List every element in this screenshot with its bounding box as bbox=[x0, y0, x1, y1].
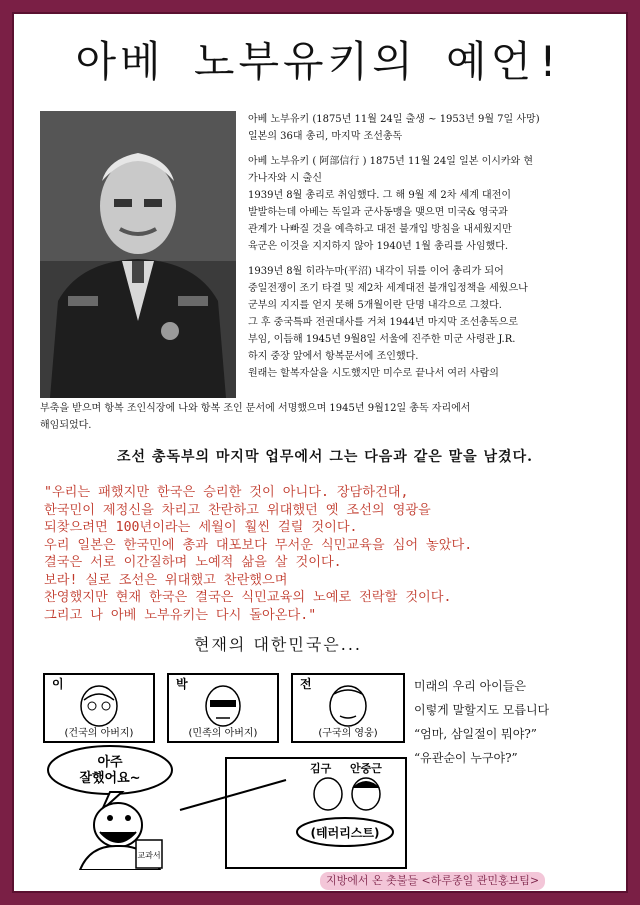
bio-paragraph-3: 1939년 8월 히라누마(平沼) 내각이 뒤를 이어 총리가 되어 중일전쟁이 조기 타결 및 제2차 세계대전 불개입정책을 세웠으나 군부의 지지를 얻지 못해 5개월이란 단명 내각으로 그쳤다. 그 후 중국특파 전권대사를 거쳐 1944년 마지막 조선총독으로 부임, 이듬해 1945년 9월8일 서울에 진주한 미군 사령관 J.R. 하지 중장 앞에서 항복문서에 조인했다. 원래는 할복자살을 시도했지만 미수로 끝나서 여러 사람의 bbox=[248, 266, 528, 379]
page-title: 아베 노부유키의 예언! bbox=[75, 37, 565, 86]
bio-paragraph-1: 아베 노부유키 (1875년 11월 24일 출생 ~ 1953년 9월 7일 사망) 일본의 36대 총리, 마지막 조선총독 bbox=[248, 114, 540, 142]
portrait-frame-1 bbox=[44, 674, 154, 742]
svg-text:잘했어요~: 잘했어요~ bbox=[79, 771, 141, 786]
section-subheading: 조선 총독부의 마지막 업무에서 그는 다음과 같은 말을 남겼다. bbox=[117, 449, 533, 465]
prophecy-quote: "우리는 패했지만 한국은 승리한 것이 아니다. 장담하건대, 한국민이 제정신을 차리고 찬란하고 위대했던 옛 조선의 영광을 되찾으려면 100년이라는 세월이 훨씬 걸릴 것이다. 우리 일본은 한국민에 총과 대포보다 무서운 식민교육을 심어 놓았다. 결국은 서로 이간질하며 노예적 삶을 살 것이다. 보라! 실로 조선은 위대했고 찬란했으며 찬영했지만 현재 한국은 결국은 식민교육의 노예로 전락할 것이다. 그리고 나 아베 노부유키는 다시 돌아온다." bbox=[44, 485, 473, 623]
svg-text:안중근: 안중근 bbox=[350, 762, 382, 775]
editorial-cartoon bbox=[40, 660, 410, 870]
portrait-frame-3 bbox=[292, 674, 404, 742]
svg-text:(건국의 아버지): (건국의 아버지) bbox=[64, 728, 134, 739]
portrait-photo bbox=[40, 111, 236, 398]
poster bbox=[12, 12, 628, 893]
svg-text:아주: 아주 bbox=[97, 755, 123, 770]
bio-text bbox=[248, 111, 620, 390]
bio-paragraph-3-continued: 부축을 받으며 항복 조인식장에 나와 항복 조인 문서에 서명했으며 1945년 9월12일 총독 자리에서 해임되었다. bbox=[40, 403, 471, 431]
svg-text:이: 이 bbox=[52, 677, 64, 691]
portrait-image bbox=[40, 111, 236, 398]
bio-paragraph-2: 아베 노부유키 ( 阿部信行 ) 1875년 11월 24일 일본 이시카와 현 가나자와 시 출신 1939년 8월 총리로 취임했다. 그 해 9월 제 2차 세계 대전이 발발하는데 아베는 독일과 군사동맹을 맺으면 미국& 영국과 관계가 나빠질 것을 예측하고 대전 불개입 방침을 내세웠지만 육군은 이것을 지지하지 않아 1940년 1월 총리를 사임했다. bbox=[248, 156, 534, 252]
svg-text:박: 박 bbox=[176, 677, 188, 691]
current-korea-heading: 현재의 대한민국은... bbox=[194, 635, 362, 654]
svg-text:(테러리스트): (테러리스트) bbox=[310, 826, 380, 840]
svg-text:김구: 김구 bbox=[310, 762, 332, 775]
future-caption: 미래의 우리 아이들은 이렇게 말할지도 모릅니다 “엄마, 삼일절이 뭐야?” “유관순이 누구야?” bbox=[414, 679, 550, 765]
cartoon-drawing bbox=[40, 660, 410, 870]
footer-credit: 지방에서 온 촛불들 <하루종일 관민홍보팀> bbox=[320, 872, 545, 890]
portrait-frame-2 bbox=[168, 674, 278, 742]
svg-text:전: 전 bbox=[300, 677, 312, 691]
svg-text:(구국의 영웅): (구국의 영웅) bbox=[318, 728, 378, 739]
svg-text:(민족의 아버지): (민족의 아버지) bbox=[188, 728, 258, 739]
svg-text:교과서: 교과서 bbox=[137, 851, 161, 860]
